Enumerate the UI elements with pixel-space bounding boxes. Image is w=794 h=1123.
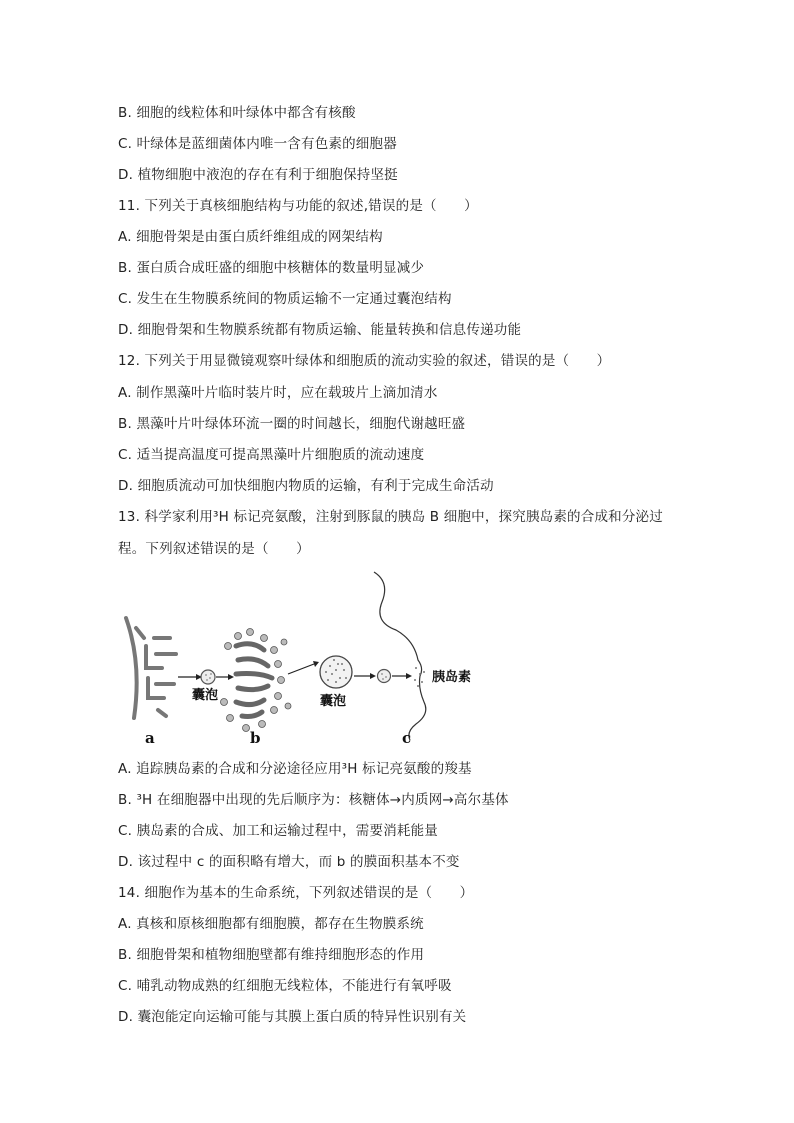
question-12-stem: 12. 下列关于用显微镜观察叶绿体和细胞质的流动实验的叙述，错误的是（ ） [118, 353, 611, 369]
option-10c: C. 叶绿体是蓝细菌体内唯一含有色素的细胞器 [118, 136, 397, 152]
option-12d: D. 细胞质流动可加快细胞内物质的运输，有利于完成生命活动 [118, 478, 494, 494]
question-14-stem: 14. 细胞作为基本的生命系统，下列叙述错误的是（ ） [118, 885, 474, 901]
vesicle-large [320, 656, 352, 688]
option-14c: C. 哺乳动物成熟的红细胞无线粒体，不能进行有氧呼吸 [118, 978, 452, 994]
option-12c: C. 适当提高温度可提高黑藻叶片细胞质的流动速度 [118, 447, 425, 463]
option-12b: B. 黑藻叶片叶绿体环流一圈的时间越长，细胞代谢越旺盛 [118, 416, 466, 432]
option-11c: C. 发生在生物膜系统间的物质运输不一定通过囊泡结构 [118, 291, 452, 307]
option-13b: B. ³H 在细胞器中出现的先后顺序为：核糖体→内质网→高尔基体 [118, 792, 509, 808]
option-12a: A. 制作黑藻叶片临时装片时，应在载玻片上滴加清水 [118, 385, 438, 401]
option-13c: C. 胰岛素的合成、加工和运输过程中，需要消耗能量 [118, 823, 439, 839]
option-13a: A. 追踪胰岛素的合成和分泌途径应用³H 标记亮氨酸的羧基 [118, 761, 472, 777]
vesicle-label-2: 囊泡 [320, 694, 347, 709]
option-11b: B. 蛋白质合成旺盛的细胞中核糖体的数量明显减少 [118, 260, 425, 276]
vesicle-small-2 [378, 670, 391, 683]
option-10d: D. 植物细胞中液泡的存在有利于细胞保持坚挺 [118, 167, 398, 183]
option-14d: D. 囊泡能定向运输可能与其膜上蛋白质的特异性识别有关 [118, 1009, 467, 1025]
option-13d: D. 该过程中 c 的面积略有增大，而 b 的膜面积基本不变 [118, 854, 460, 870]
question-13-stem-line2: 程。下列叙述错误的是（ ） [118, 541, 310, 557]
question-13-stem-line1: 13. 科学家利用³H 标记亮氨酸，注射到豚鼠的胰岛 B 细胞中，探究胰岛素的合成和分泌过 [118, 509, 663, 525]
endoplasmic-reticulum-drawing [126, 618, 176, 718]
cell-membrane-drawing [374, 572, 426, 740]
vesicle-small-1 [201, 670, 215, 684]
option-11d: D. 细胞骨架和生物膜系统都有物质运输、能量转换和信息传递功能 [118, 322, 522, 338]
figure-label-b: b [250, 729, 261, 746]
secretion-pathway-figure [118, 568, 498, 746]
option-14b: B. 细胞骨架和植物细胞壁都有维持细胞形态的作用 [118, 947, 425, 963]
golgi-apparatus-drawing [221, 629, 292, 732]
figure-label-a: a [145, 729, 155, 746]
option-14a: A. 真核和原核细胞都有细胞膜，都存在生物膜系统 [118, 916, 424, 932]
insulin-label: 胰岛素 [432, 670, 472, 685]
vesicle-label-1: 囊泡 [192, 688, 219, 703]
question-11-stem: 11. 下列关于真核细胞结构与功能的叙述,错误的是（ ） [118, 198, 478, 214]
figure-label-c: c [402, 729, 412, 746]
option-11a: A. 细胞骨架是由蛋白质纤维组成的网架结构 [118, 229, 383, 245]
option-10b: B. 细胞的线粒体和叶绿体中都含有核酸 [118, 105, 356, 121]
